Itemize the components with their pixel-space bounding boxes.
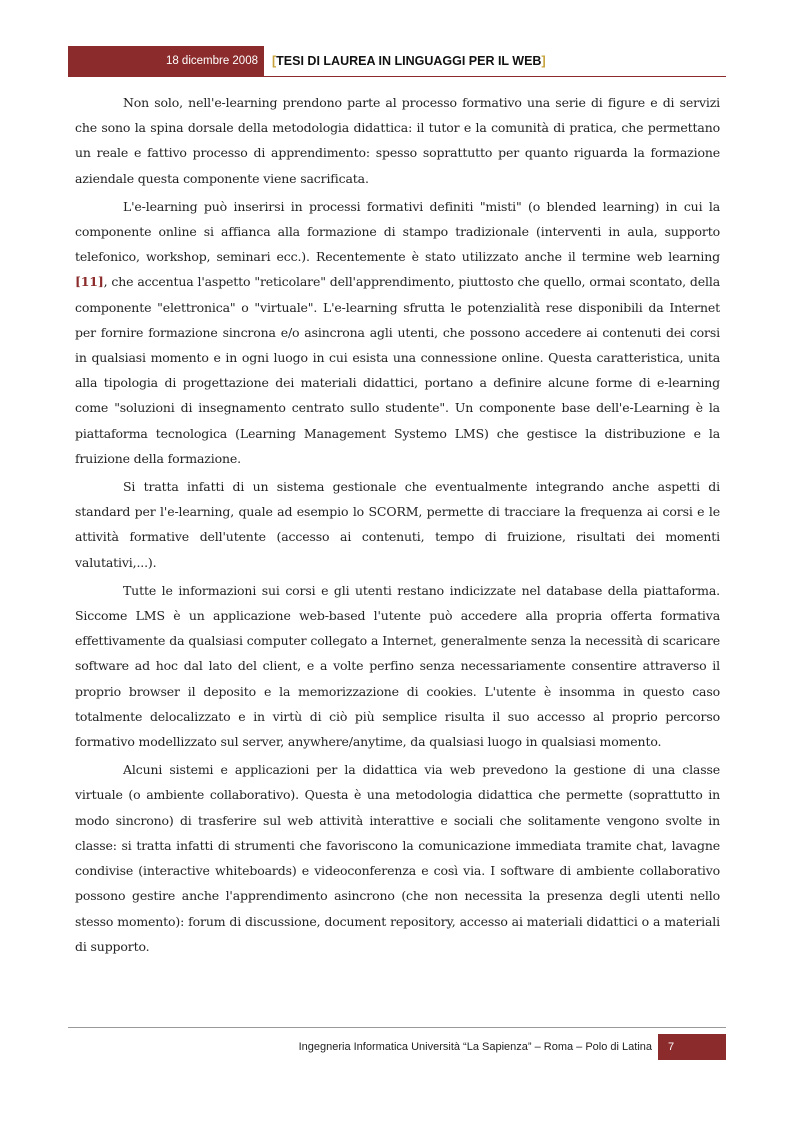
header-date: 18 dicembre 2008: [165, 55, 258, 67]
paragraph-5: Alcuni sistemi e applicazioni per la didattica via web prevedono la gestione di una classe virtuale (o ambiente collaborativo). Questa è una metodologia didattica che permette (soprattutto in modo sincrono) di trasferire sul web attività interattive e sociali che solitamente vengono svolte in classe: si tratta infatti di strumenti che favoriscono la comunicazione immediata tramite chat, lavagne condivise (interactive whiteboards) e videoconferenza e così via. I software di ambiente collaborativo possono gestire anche l'apprendimento asincrono (che non necessita la presenza degli utenti nello stesso momento): forum di discussione, document repository, accesso ai materiali didattici o a materiali di supporto.: [75, 762, 720, 954]
paragraph-2-part-a: L'e-learning può inserirsi in processi formativi definiti "misti" (o blended learning) in cui la componente online si affianca alla formazione di stampo tradizionale (interventi in aula, supporto telefonico, workshop, seminari ecc.). Recentemente è stato utilizzato anche il termine web learning: [75, 198, 720, 265]
paragraph-1: Non solo, nell'e-learning prendono parte al processo formativo una serie di figure e di servizi che sono la spina dorsale della metodologia didattica: il tutor e la comunità di pratica, che permettano un reale e fattivo processo di apprendimento: spesso soprattutto per quanto riguarda la formazione aziendale questa componente viene sacrificata.: [75, 95, 720, 186]
citation-link[interactable]: [11]: [75, 274, 104, 290]
header-bracket-open: [: [272, 54, 277, 68]
header-title: [272, 46, 546, 76]
paragraph-2-part-b: , che accentua l'aspetto "reticolare" dell'apprendimento, piuttosto che quello, ormai scontato, della componente "elettronica" o "virtuale". L'e-learning sfrutta le potenzialità rese disponibili da Internet per fornire formazione sincrona e/o asincrona agli utenti, che possono accedere ai contenuti dei corsi in qualsiasi momento e in ogni luogo in cui esista una connessione online. Questa caratteristica, unita alla tipologia di progettazione dei materiali didattici, portano a definire alcune forme di e-learning come "soluzioni di insegnamento centrato sullo studente". Un componente base dell'e-Learning è la piattaforma tecnologica (Learning Management Systemo LMS) che gestisce la distribuzione e la fruizione della formazione.: [75, 274, 720, 466]
header-title-text: TESI DI LAUREA IN LINGUAGGI PER IL WEB: [276, 54, 542, 68]
paragraph-2: [75, 194, 720, 471]
page-number-box: [658, 1034, 726, 1060]
footer-rule: [68, 1027, 726, 1028]
page-number: 7: [668, 1041, 675, 1053]
footer-text: Ingegneria Informatica Università “La Sapienza” – Roma – Polo di Latina: [298, 1041, 652, 1053]
header-rule: [68, 76, 726, 77]
page-body: [75, 90, 720, 959]
paragraph-3: Si tratta infatti di un sistema gestionale che eventualmente integrando anche aspetti di standard per l'e-learning, quale ad esempio lo SCORM, permette di tracciare la frequenza ai corsi e le attività formative dell'utente (accesso ai contenuti, tempo di fruizione, risultati dei momenti valutativi,...).: [75, 479, 720, 570]
paragraph-4: Tutte le informazioni sui corsi e gli utenti restano indicizzate nel database della piattaforma. Siccome LMS è un applicazione web-based l'utente può accedere alla propria offerta formativa effettivamente da qualsiasi computer collegato a Internet, generalmente senza la necessità di scaricare software ad hoc dal lato del client, e a volte perfino senza necessariamente consentire attraverso il proprio browser il deposito e la memorizzazione di cookies. L'utente è insomma in questo caso totalmente delocalizzato e in virtù di ciò più semplice risulta il suo accesso al proprio percorso formativo modellizzato sul server, anywhere/anytime, da qualsiasi luogo in qualsiasi momento.: [75, 582, 720, 750]
header-bracket-close: ]: [541, 54, 546, 68]
